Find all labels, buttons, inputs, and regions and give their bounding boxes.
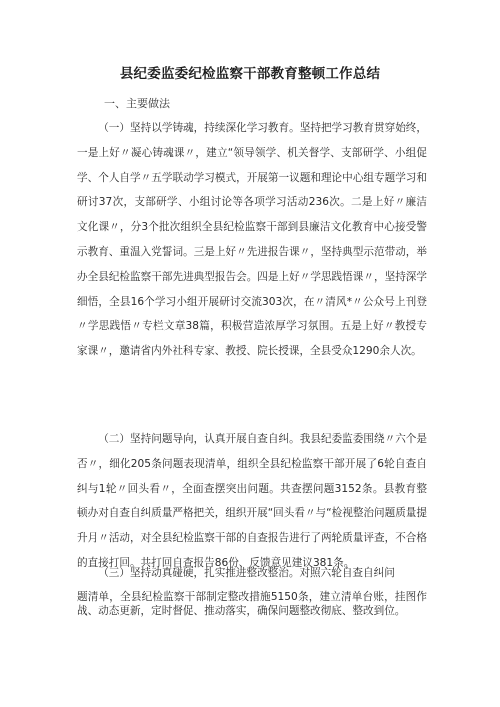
- document-title: 县纪委监委纪检监察干部教育整顿工作总结: [119, 66, 381, 82]
- section-heading: 一、主要做法: [104, 97, 170, 110]
- paragraph-rectification-continued: 题清单，全县纪检监察干部制定整改措施5150条，建立清单台账，挂图作战、动态更新，定时督促、推动落实，确保问题整改彻底、整改到位。: [77, 591, 427, 617]
- paragraph-rectification: （三）坚持动真碰硬，扎实推进整改整治。对照六轮自查自纠问: [98, 567, 395, 579]
- paragraph-study: （一）坚持以学铸魂，持续深化学习教育。坚持把学习教育贯穿始终，一是上好〃凝心铸魂课〃，建立“领导领学、机关督学、支部研学、小组促学、个人自学〃五学联动学习模式，开展第一议题和理论中心组专题学习和研讨37次，支部研学、小组讨论等各项学习活动236次。二是上好〃廉洁文化课〃，分3个批次组织全县纪检监察干部到县廉洁文化教育中心接受警示教育、重温入党誓词。三是上好〃先进报告课〃，坚持典型示范带动，举办全县纪检监察干部先进典型报告会。四是上好〃学思践悟课〃，坚持深学细悟，全县16个学习小组开展研讨交流303次，在〃清风*〃公众号上刊登〃学思践悟〃专栏文章38篇，积极营造浓厚学习氛围。五是上好〃教授专家课〃，邀请省内外社科专家、教授、院长授课，全县受众1290余人次。: [77, 122, 427, 358]
- paragraph-self-inspection: （二）坚持问题导向，认真开展自查自纠。我县纪委监委围绕〃六个是否〃，细化205条问题表现清单，组织全县纪检监察干部开展了6轮自查自纠与1轮〃回头看〃，全面查摆突出问题。共查摆问题3152条。县教育整顿办对自查自纠质量严格把关，组织开展“回头看〃与“检视整治问题质量提升月〃活动，对全县纪检监察干部的自查报告进行了两轮质量评查，不合格的直接打回。共打回自查报告86份、反馈意见建议381条。: [77, 433, 427, 569]
